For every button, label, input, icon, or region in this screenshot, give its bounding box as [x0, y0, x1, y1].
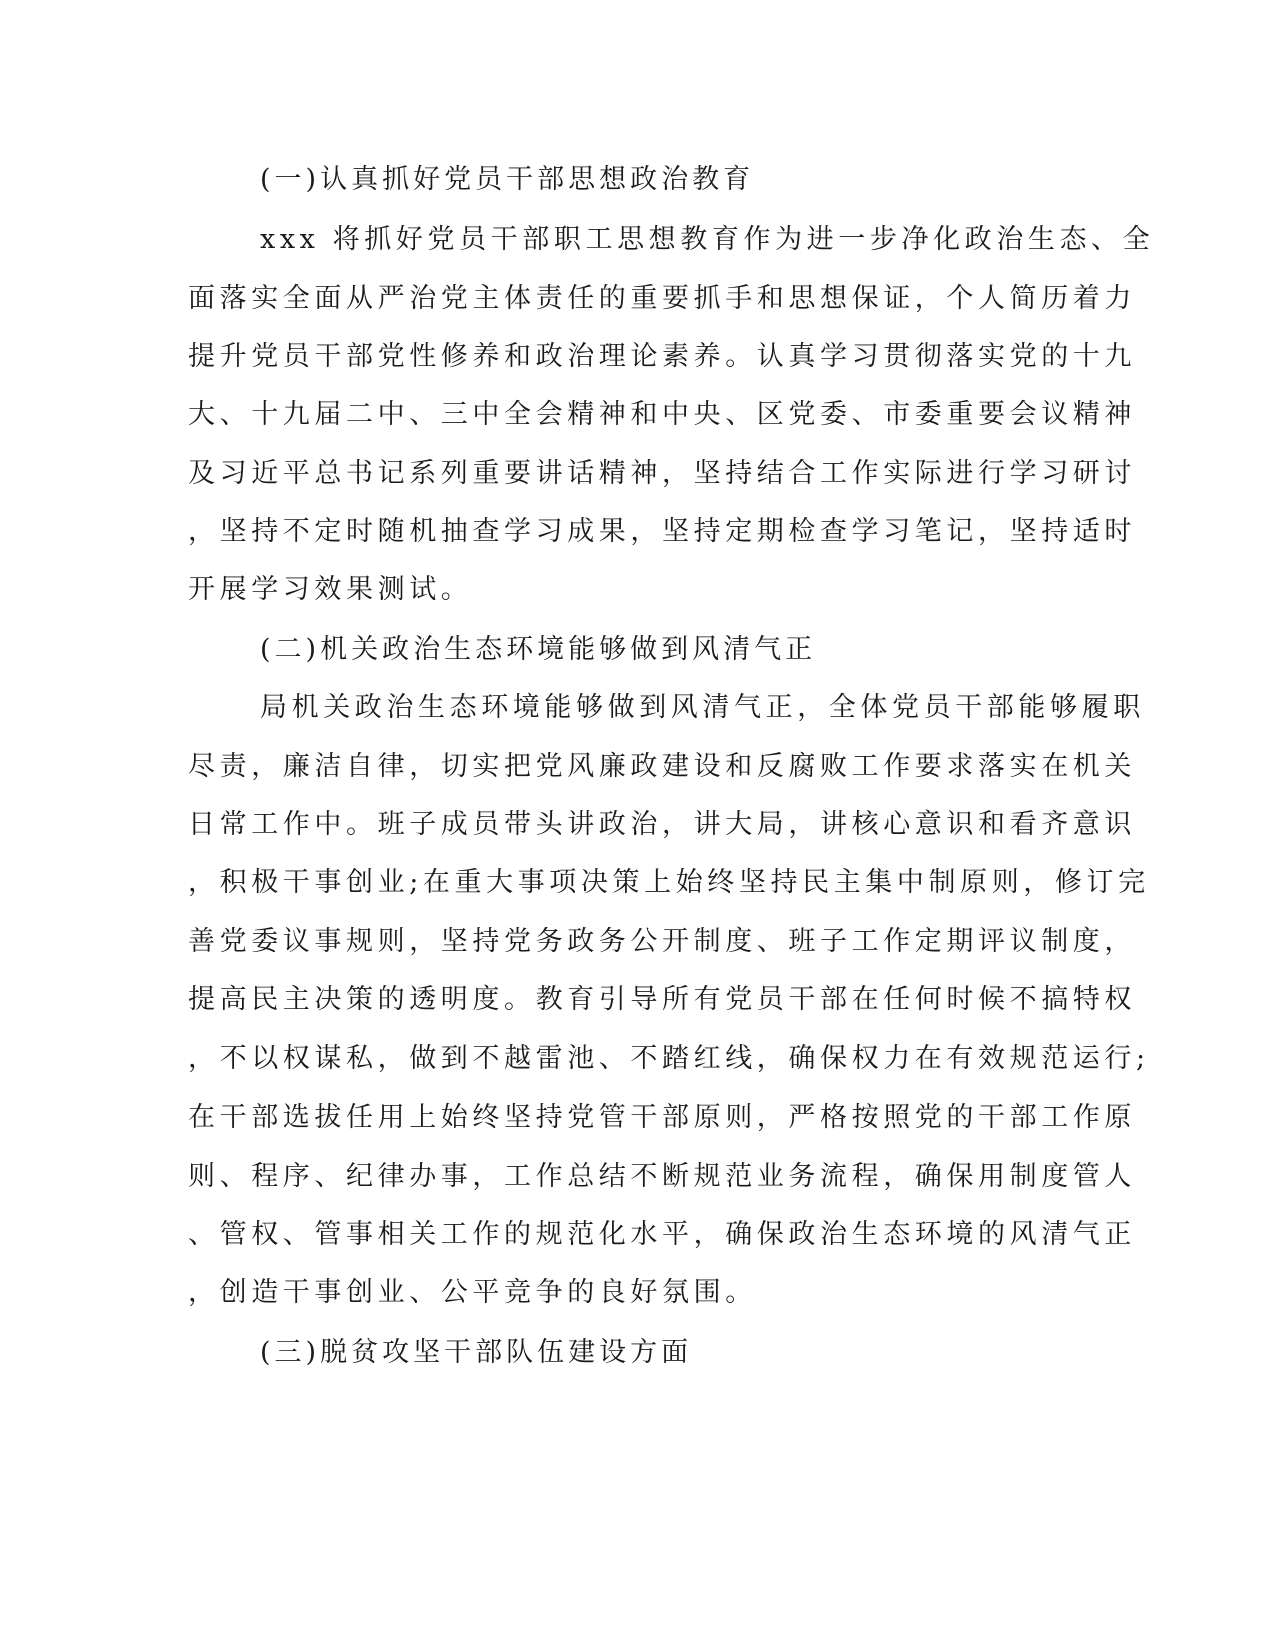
paragraph-line: 大、十九届二中、三中全会精神和中央、区党委、市委重要会议精神: [188, 399, 1136, 430]
paragraph-line: ，创造干事创业、公平竞争的良好氛围。: [188, 1277, 757, 1308]
paragraph-line: ，不以权谋私，做到不越雷池、不踏红线，确保权力在有效规范运行;: [188, 1043, 1150, 1074]
paragraph-line: ，坚持不定时随机抽查学习成果，坚持定期检查学习笔记，坚持适时: [188, 516, 1136, 547]
paragraph-line: 在干部选拔任用上始终坚持党管干部原则，严格按照党的干部工作原: [188, 1102, 1136, 1133]
paragraph-line: 尽责，廉洁自律，切实把党风廉政建设和反腐败工作要求落实在机关: [188, 751, 1136, 782]
paragraph-line: 则、程序、纪律办事，工作总结不断规范业务流程，确保用制度管人: [188, 1161, 1136, 1192]
paragraph-line: 局机关政治生态环境能够做到风清气正，全体党员干部能够履职: [260, 692, 1145, 723]
paragraph-line: 提高民主决策的透明度。教育引导所有党员干部在任何时候不搞特权: [188, 984, 1136, 1015]
paragraph-line: 提升党员干部党性修养和政治理论素养。认真学习贯彻落实党的十九: [188, 341, 1136, 372]
paragraph-line: 面落实全面从严治党主体责任的重要抓手和思想保证，个人简历着力: [188, 283, 1136, 314]
paragraph-line: xxx 将抓好党员干部职工思想教育作为进一步净化政治生态、全: [260, 224, 1155, 255]
paragraph-line: 日常工作中。班子成员带头讲政治，讲大局，讲核心意识和看齐意识: [188, 809, 1136, 840]
section-heading-1: (一)认真抓好党员干部思想政治教育: [260, 164, 755, 195]
section-heading-3: (三)脱贫攻坚干部队伍建设方面: [260, 1337, 693, 1368]
paragraph-line: 开展学习效果测试。: [188, 574, 473, 605]
section-heading-2: (二)机关政治生态环境能够做到风清气正: [260, 634, 817, 665]
paragraph-line: 、管权、管事相关工作的规范化水平，确保政治生态环境的风清气正: [188, 1219, 1136, 1250]
paragraph-line: 及习近平总书记系列重要讲话精神，坚持结合工作实际进行学习研讨: [188, 458, 1136, 489]
paragraph-line: 善党委议事规则，坚持党务政务公开制度、班子工作定期评议制度，: [188, 926, 1136, 957]
paragraph-line: ，积极干事创业;在重大事项决策上始终坚持民主集中制原则，修订完: [188, 867, 1150, 898]
